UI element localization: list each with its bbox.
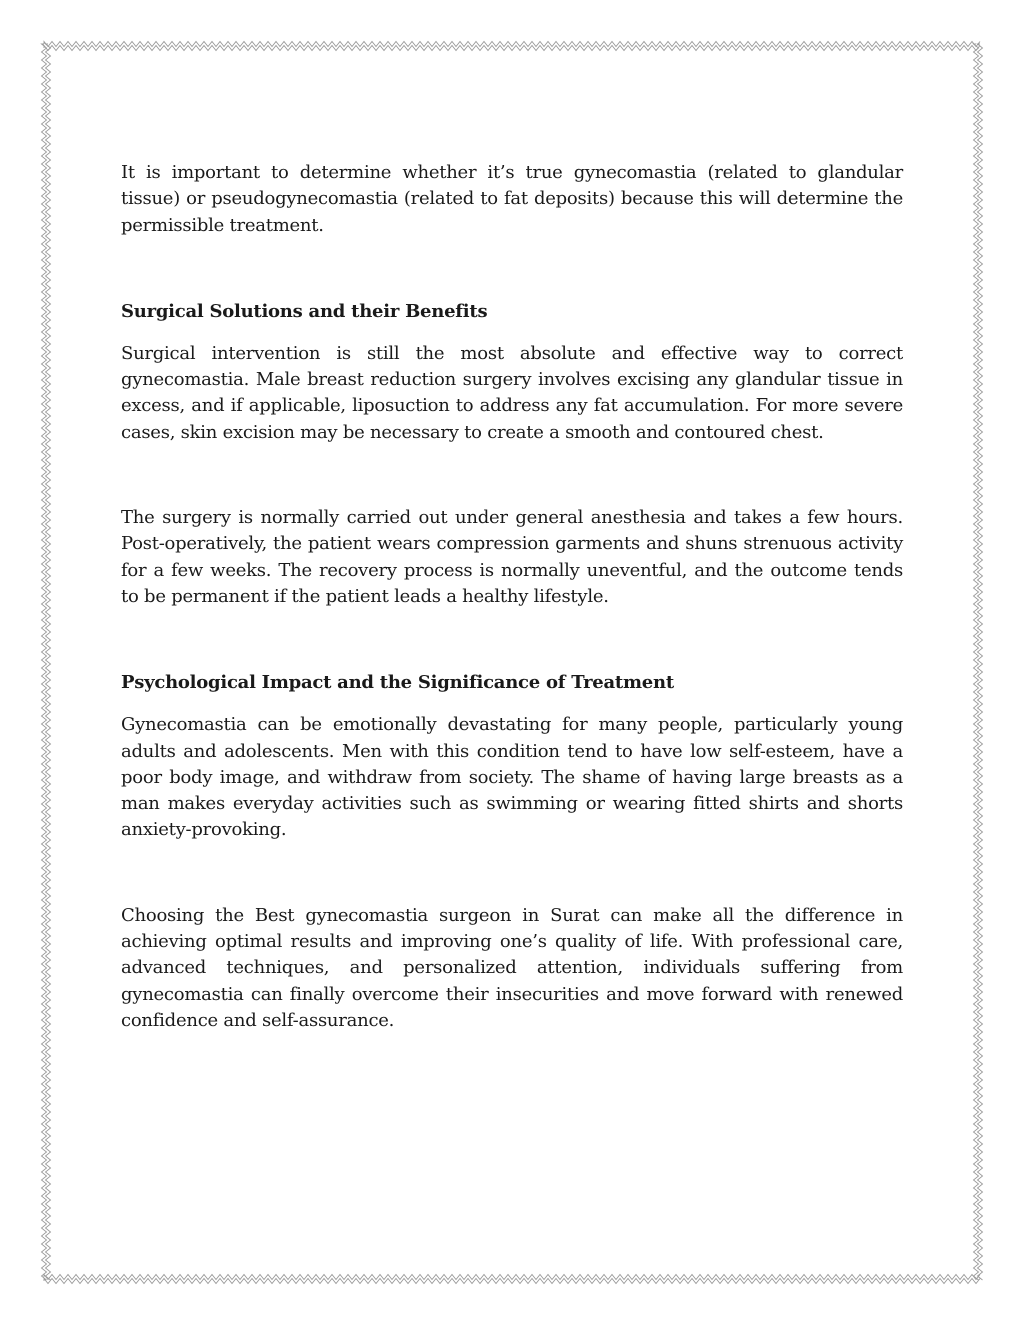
border-zigzag-line xyxy=(46,44,51,1280)
document-body xyxy=(121,160,903,1034)
paragraph-surgical-intervention: Surgical intervention is still the most absolute and effective way to correct gynecomastia. Male breast reduction surgery involves excising any glandular tissue in excess, and if applicable, liposuction to address any fat accumulation. For more severe cases, skin excision may be necessary to create a smooth and contoured chest. xyxy=(121,342,903,443)
border-zigzag-line xyxy=(44,42,980,47)
border-zigzag-line xyxy=(44,1279,980,1284)
heading-surgical-solutions: Surgical Solutions and their Benefits xyxy=(121,300,488,322)
paragraph-emotional-effects: Gynecomastia can be emotionally devastating for many people, particularly young adults and adolescents. Men with this condition tend to have low self-esteem, have a poor body image, and withdraw from society. The shame of having large breasts as a man makes everyday activities such as swimming or wearing fitted shirts and shorts anxiety-provoking. xyxy=(121,714,903,841)
border-zigzag-line xyxy=(44,46,980,51)
border-zigzag-line xyxy=(978,44,983,1280)
paragraph-gynecomastia-types: It is important to determine whether it’s true gynecomastia (related to glandular tissue) or pseudogynecomastia (related to fat deposits) because this will determine the permissible treatment. xyxy=(121,162,903,236)
paragraph-choosing-surgeon: Choosing the Best gynecomastia surgeon in Surat can make all the difference in achieving optimal results and improving one’s quality of life. With professional care, advanced techniques, and personalized attention, individuals suffering from gynecomastia can finally overcome their insecurities and move forward with renewed confidence and self-assurance. xyxy=(121,904,903,1031)
border-zigzag-line xyxy=(974,44,979,1280)
heading-psychological-impact: Psychological Impact and the Significance of Treatment xyxy=(121,672,674,694)
paragraph-surgery-recovery: The surgery is normally carried out under general anesthesia and takes a few hours. Post-operatively, the patient wears compression garments and shuns strenuous activity for a few weeks. The recovery process is normally uneventful, and the outcome tends to be permanent if the patient leads a healthy lifestyle. xyxy=(121,507,903,607)
border-zigzag-line xyxy=(42,44,47,1280)
border-zigzag-line xyxy=(44,1275,980,1280)
